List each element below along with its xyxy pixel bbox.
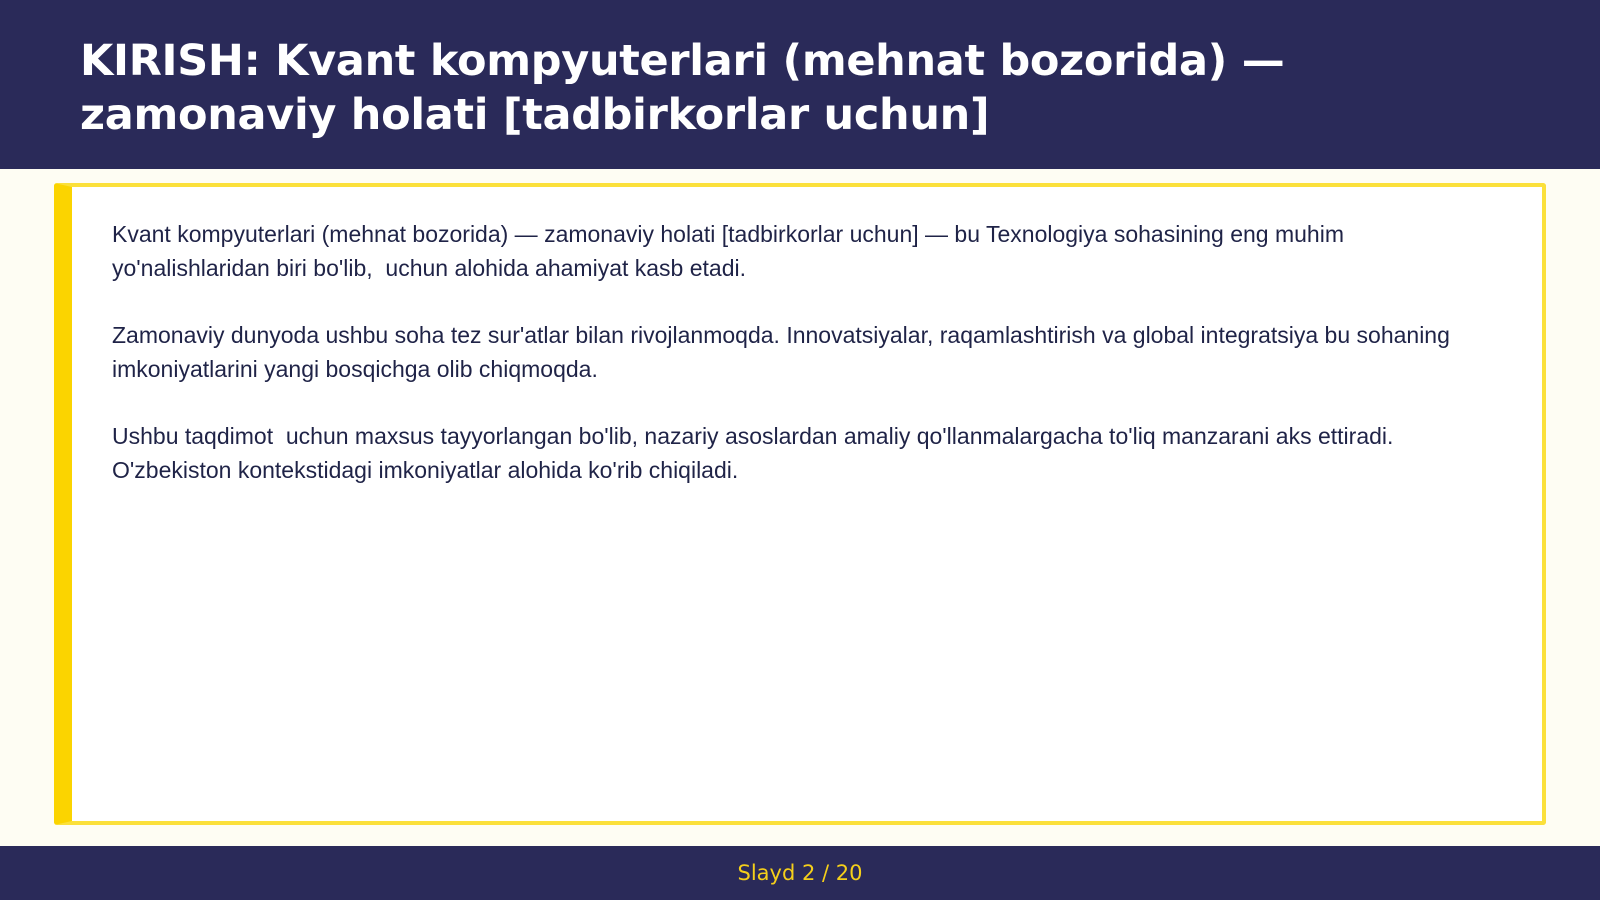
slide-title: KIRISH: Kvant kompyuterlari (mehnat bozorida) — zamonaviy holati [tadbirkorlar uchun] (80, 36, 1285, 140)
slide-footer (0, 846, 1600, 900)
content-card (54, 183, 1546, 825)
slide-counter: Slayd 2 / 20 (737, 861, 863, 885)
paragraph-3: Ushbu taqdimot uchun maxsus tayyorlangan bo'lib, nazariy asoslardan amaliy qo'llanmalargacha to'liq manzarani aks ettiradi. O'zbekiston kontekstidagi imkoniyatlar alohida ko'rib chiqiladi. (112, 423, 1400, 483)
paragraph-2: Zamonaviy dunyoda ushbu soha tez sur'atlar bilan rivojlanmoqda. Innovatsiyalar, raqamlashtirish va global integratsiya bu sohaning imkoniyatlarini yangi bosqichga olib chiqmoqda. (112, 322, 1457, 382)
paragraph-1: Kvant kompyuterlari (mehnat bozorida) — zamonaviy holati [tadbirkorlar uchun] — bu Texnologiya sohasining eng muhim yo'nalishlaridan biri bo'lib, uchun alohida ahamiyat kasb etadi. (112, 221, 1351, 281)
slide-header (0, 0, 1600, 169)
